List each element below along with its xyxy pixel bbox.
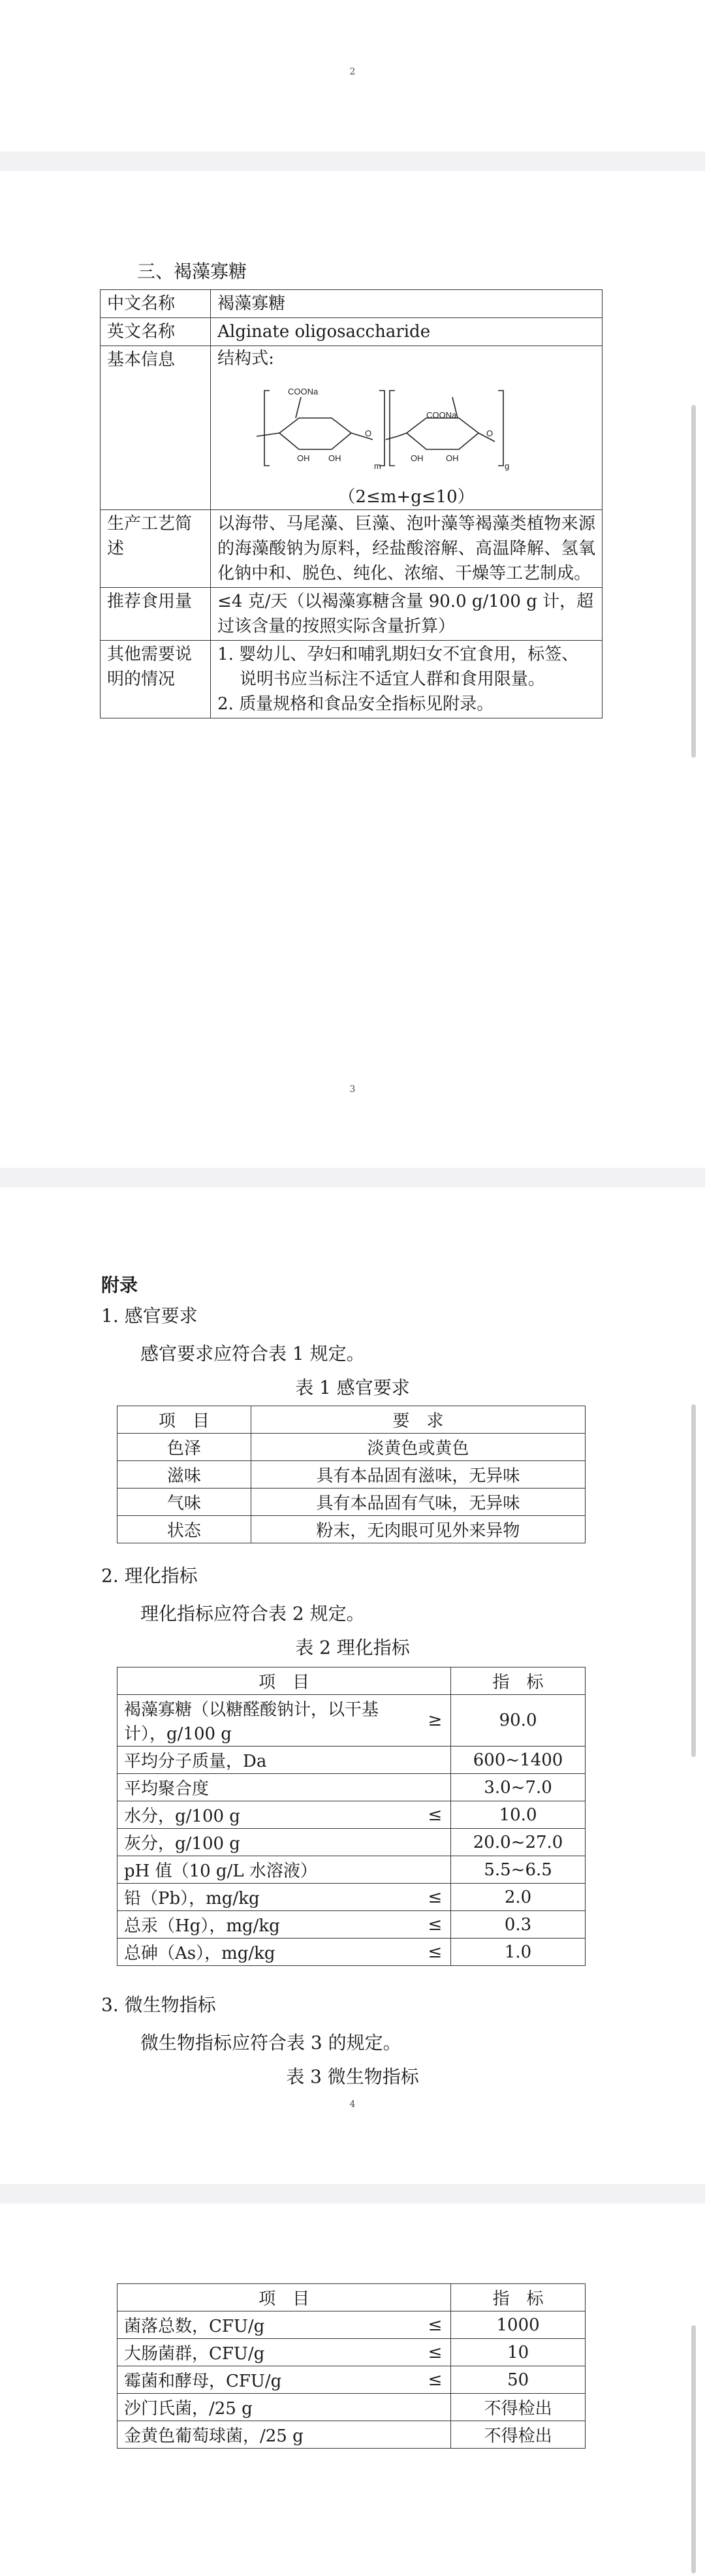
physicochemical-table [117,1667,586,1966]
table-cell: 粉末，无肉眼可见外来异物 [251,1516,585,1543]
table-cell: 沙门氏菌，/25 g [118,2394,420,2421]
table-row [101,641,603,718]
table-cell: 10 [451,2339,586,2366]
table-cell: 10.0 [451,1801,586,1829]
table-cell: 大肠菌群，CFU/g [118,2339,420,2366]
table-cell: 菌落总数，CFU/g [118,2311,420,2339]
table-caption: 表 1 感官要求 [295,1377,410,1398]
table-cell: 具有本品固有滋味，无异味 [251,1461,585,1489]
table-cell: 600~1400 [451,1747,586,1774]
table-cell: 状态 [118,1516,251,1543]
page-gap [0,152,705,171]
basic-info-label: 基本信息 [101,346,211,510]
coona-label-2: COONa [426,410,457,420]
table-header-row [118,2284,586,2311]
table-cell: ≤ [420,1939,451,1966]
table-row [118,1939,586,1966]
table-cell: 20.0~27.0 [451,1829,586,1856]
section-heading: 3. 微生物指标 [101,1994,216,2016]
intake-value: ≤4 克/天（以褐藻寡糖含量 90.0 g/100 g 计，超过该含量的按照实际含量折算） [211,588,603,641]
page-gap [0,2184,705,2204]
table-row [118,1884,586,1911]
table-cell: 1.0 [451,1939,586,1966]
table-cell: ≤ [420,2339,451,2366]
table-row [118,1489,586,1516]
page-number: 4 [349,2099,356,2110]
table-cell: 具有本品固有气味，无异味 [251,1489,585,1516]
table-row [118,2339,586,2366]
table-row [118,2421,586,2449]
o-label: O [486,428,494,438]
table-cell: ≤ [420,2311,451,2339]
table-cell [420,1856,451,1884]
process-label: 生产工艺简述 [101,510,211,588]
section-heading: 1. 感官要求 [101,1305,198,1327]
table-cell: 总汞（Hg），mg/kg [118,1911,420,1939]
table-row [118,2366,586,2394]
page-number: 2 [349,67,356,77]
table-cell: 气味 [118,1489,251,1516]
sensory-table [117,1406,586,1543]
column-header: 指 标 [451,2284,586,2311]
table-caption: 表 3 微生物指标 [286,2066,419,2087]
table-cell: 不得检出 [451,2421,586,2449]
m-label: m [374,461,381,471]
table-row [118,1774,586,1801]
other-item: 1. 婴幼儿、孕妇和哺乳期妇女不宜食用，标签、说明书应当标注不适宜人群和食用限量。 [217,645,579,689]
table-row [101,318,603,346]
paragraph: 感官要求应符合表 1 规定。 [140,1343,365,1364]
table-caption: 表 2 理化指标 [295,1637,410,1658]
table-cell: 灰分，g/100 g [118,1829,420,1856]
table-cell: ≤ [420,2366,451,2394]
table-row [118,2311,586,2339]
table-row [118,1829,586,1856]
scrollbar-thumb[interactable] [691,405,696,758]
table-row [118,1911,586,1939]
table-cell [420,2394,451,2421]
structure-range: （2≤m+g≤10） [338,487,475,507]
table-cell [420,1747,451,1774]
paragraph: 微生物指标应符合表 3 的规定。 [140,2032,401,2053]
intake-label: 推荐食用量 [101,588,211,641]
table-cell [420,1829,451,1856]
column-header: 项 目 [118,2284,451,2311]
oh-label: OH [328,453,341,463]
table-cell [420,2421,451,2449]
g-label: g [505,461,510,471]
table-cell: 90.0 [451,1695,586,1747]
table-cell: pH 值（10 g/L 水溶液） [118,1856,420,1884]
other-value [211,641,603,718]
other-item: 2. 质量规格和食品安全指标见附录。 [217,694,494,714]
table-cell: 铅（Pb），mg/kg [118,1884,420,1911]
table-cell: 平均分子质量，Da [118,1747,420,1774]
appendix-title: 附录 [101,1274,138,1296]
table-cell: 水分，g/100 g [118,1801,420,1829]
other-label: 其他需要说明的情况 [101,641,211,718]
table-row [118,1801,586,1829]
table-cell: 平均聚合度 [118,1774,420,1801]
scrollbar-thumb[interactable] [691,1404,696,1757]
table-cell: ≤ [420,1884,451,1911]
structure-cell [211,346,603,510]
table-cell [420,1774,451,1801]
column-header: 指 标 [451,1667,586,1695]
page-gap [0,1168,705,1187]
table-cell: 0.3 [451,1911,586,1939]
table-row [118,1516,586,1543]
table-row [101,346,603,510]
table-cell: 金黄色葡萄球菌，/25 g [118,2421,420,2449]
table-cell: ≤ [420,1911,451,1939]
ingredient-info-table [100,289,603,718]
table-row [101,510,603,588]
column-header: 项 目 [118,1406,251,1434]
table-cell: 总砷（As），mg/kg [118,1939,420,1966]
o-label: O [365,428,372,438]
table-row [118,2394,586,2421]
table-row [101,588,603,641]
table-cell: 淡黄色或黄色 [251,1434,585,1461]
table-row [118,1856,586,1884]
table-row [101,290,603,318]
en-name-value: Alginate oligosaccharide [211,318,603,346]
scrollbar-thumb[interactable] [691,2325,696,2573]
table-row [118,1695,586,1747]
table-row [118,1747,586,1774]
en-name-label: 英文名称 [101,318,211,346]
page-number: 3 [349,1084,356,1095]
table-cell: 不得检出 [451,2394,586,2421]
table-row [118,1461,586,1489]
table-cell: 色泽 [118,1434,251,1461]
table-cell: 霉菌和酵母，CFU/g [118,2366,420,2394]
structure-label: 结构式: [217,349,274,368]
column-header: 要 求 [251,1406,585,1434]
cn-name-value: 褐藻寡糖 [211,290,603,318]
oh-label: OH [446,453,459,463]
cn-name-label: 中文名称 [101,290,211,318]
table-cell: 3.0~7.0 [451,1774,586,1801]
microbiological-table [117,2283,586,2449]
table-cell: 5.5~6.5 [451,1856,586,1884]
section-heading: 2. 理化指标 [101,1565,198,1586]
table-cell: ≥ [420,1695,451,1747]
oh-label: OH [411,453,424,463]
table-cell: 2.0 [451,1884,586,1911]
table-row [118,1434,586,1461]
column-header: 项 目 [118,1667,451,1695]
paragraph: 理化指标应符合表 2 规定。 [140,1603,365,1624]
oh-label: OH [297,453,310,463]
table-cell: 50 [451,2366,586,2394]
coona-label-1: COONa [288,387,319,396]
structural-formula-image [217,371,583,489]
table-cell: 褐藻寡糖（以糖醛酸钠计，以干基计），g/100 g [118,1695,420,1747]
table-cell: ≤ [420,1801,451,1829]
table-cell: 滋味 [118,1461,251,1489]
table-header-row [118,1667,586,1695]
process-value: 以海带、马尾藻、巨藻、泡叶藻等褐藻类植物来源的海藻酸钠为原料，经盐酸溶解、高温降解、氢氧化钠中和、脱色、纯化、浓缩、干燥等工艺制成。 [211,510,603,588]
table-header-row [118,1406,586,1434]
table-cell: 1000 [451,2311,586,2339]
section-heading: 三、褐藻寡糖 [137,261,247,282]
